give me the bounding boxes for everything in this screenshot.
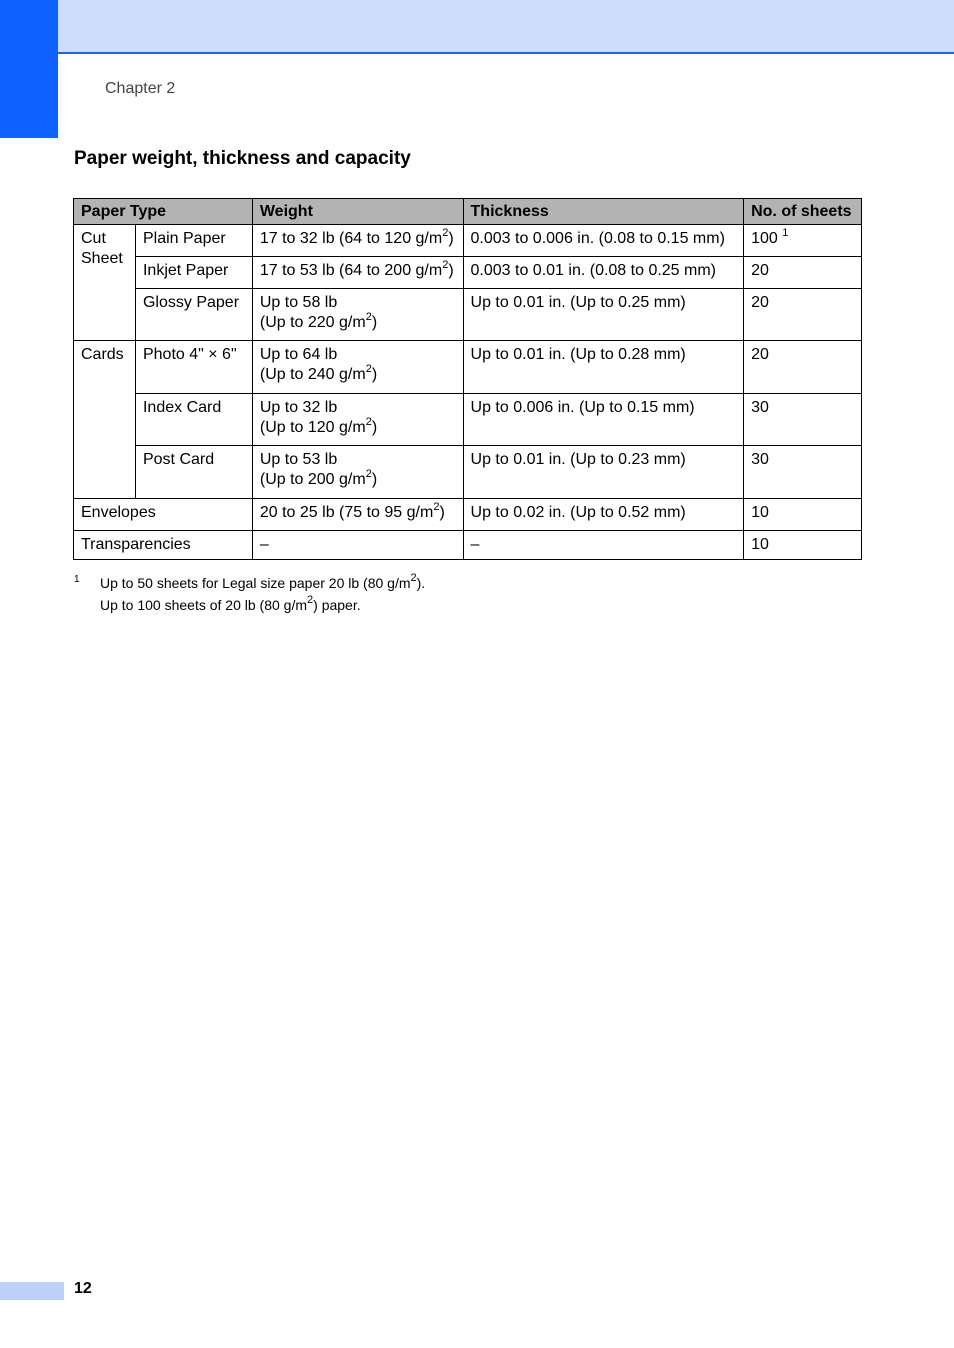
footnote-ref: 1 <box>782 227 789 239</box>
table-row <box>74 225 862 257</box>
table-header-row <box>74 199 862 225</box>
type-cell: Glossy Paper <box>135 289 252 341</box>
chapter-label: Chapter 2 <box>105 80 176 97</box>
weight-cell: – <box>252 531 463 560</box>
type-cell: Inkjet Paper <box>135 257 252 289</box>
table-row <box>74 531 862 560</box>
sheets-cell: 20 <box>744 289 862 341</box>
sheets-cell: 30 <box>744 394 862 446</box>
thickness-cell: Up to 0.01 in. (Up to 0.23 mm) <box>463 446 744 499</box>
sheets-cell: 100 $^1$ <box>744 225 862 257</box>
weight-cell: 17 to 53 lb (64 to 200 $g/m^2$) <box>252 257 463 289</box>
header-band <box>58 0 954 54</box>
thickness-cell: Up to 0.02 in. (Up to 0.52 mm) <box>463 499 744 531</box>
type-cell: Envelopes <box>74 499 253 531</box>
thickness-cell: 0.003 to 0.006 in. (0.08 to 0.15 mm) <box>463 225 744 257</box>
type-cell: Photo 4" × 6" <box>135 341 252 394</box>
section-title: Paper weight, thickness and capacity <box>74 148 411 169</box>
thickness-cell: Up to 0.01 in. (Up to 0.25 mm) <box>463 289 744 341</box>
table-row <box>74 446 862 499</box>
header-sheets: No. of sheets <box>744 199 862 225</box>
thickness-cell: – <box>463 531 744 560</box>
footnote <box>74 572 425 616</box>
chapter-tab <box>0 0 58 138</box>
table-row <box>74 289 862 341</box>
page-number-bar <box>0 1282 64 1300</box>
paper-spec-table <box>73 198 862 560</box>
weight-cell: Up to 53 lb (Up to 200 $g/m^2$) <box>252 446 463 499</box>
weight-cell: 20 to 25 lb (75 to 95 $g/m^2$) <box>252 499 463 531</box>
sheets-cell: 30 <box>744 446 862 499</box>
weight-cell: 17 to 32 lb (64 to 120 $g/m^2$) <box>252 225 463 257</box>
thickness-cell: 0.003 to 0.01 in. (0.08 to 0.25 mm) <box>463 257 744 289</box>
table-row <box>74 257 862 289</box>
header-thickness: Thickness <box>463 199 744 225</box>
weight-cell: Up to 32 lb (Up to 120 $g/m^2$) <box>252 394 463 446</box>
thickness-cell: Up to 0.006 in. (Up to 0.15 mm) <box>463 394 744 446</box>
type-cell: Plain Paper <box>135 225 252 257</box>
footnote-line: Up to 100 sheets of 20 lb (80 $g/m^2$) paper. <box>100 594 361 613</box>
type-cell: Post Card <box>135 446 252 499</box>
sheets-cell: 20 <box>744 257 862 289</box>
type-cell: Transparencies <box>74 531 253 560</box>
footnote-line: Up to 50 sheets for Legal size paper 20 lb (80 $g/m^2$). <box>100 572 426 591</box>
weight-cell: Up to 64 lb (Up to 240 $g/m^2$) <box>252 341 463 394</box>
header-weight: Weight <box>252 199 463 225</box>
group-cut-sheet: Cut Sheet <box>74 225 136 341</box>
sheets-cell: 10 <box>744 531 862 560</box>
header-paper-type: Paper Type <box>74 199 253 225</box>
thickness-cell: Up to 0.01 in. (Up to 0.28 mm) <box>463 341 744 394</box>
group-cards: Cards <box>74 341 136 499</box>
sheets-cell: 20 <box>744 341 862 394</box>
table-row <box>74 499 862 531</box>
sheets-cell: 10 <box>744 499 862 531</box>
table-row <box>74 341 862 394</box>
table-row <box>74 394 862 446</box>
weight-cell: Up to 58 lb (Up to 220 $g/m^2$) <box>252 289 463 341</box>
page-number: 12 <box>74 1280 92 1297</box>
type-cell: Index Card <box>135 394 252 446</box>
footnote-mark: 1 <box>74 574 80 585</box>
